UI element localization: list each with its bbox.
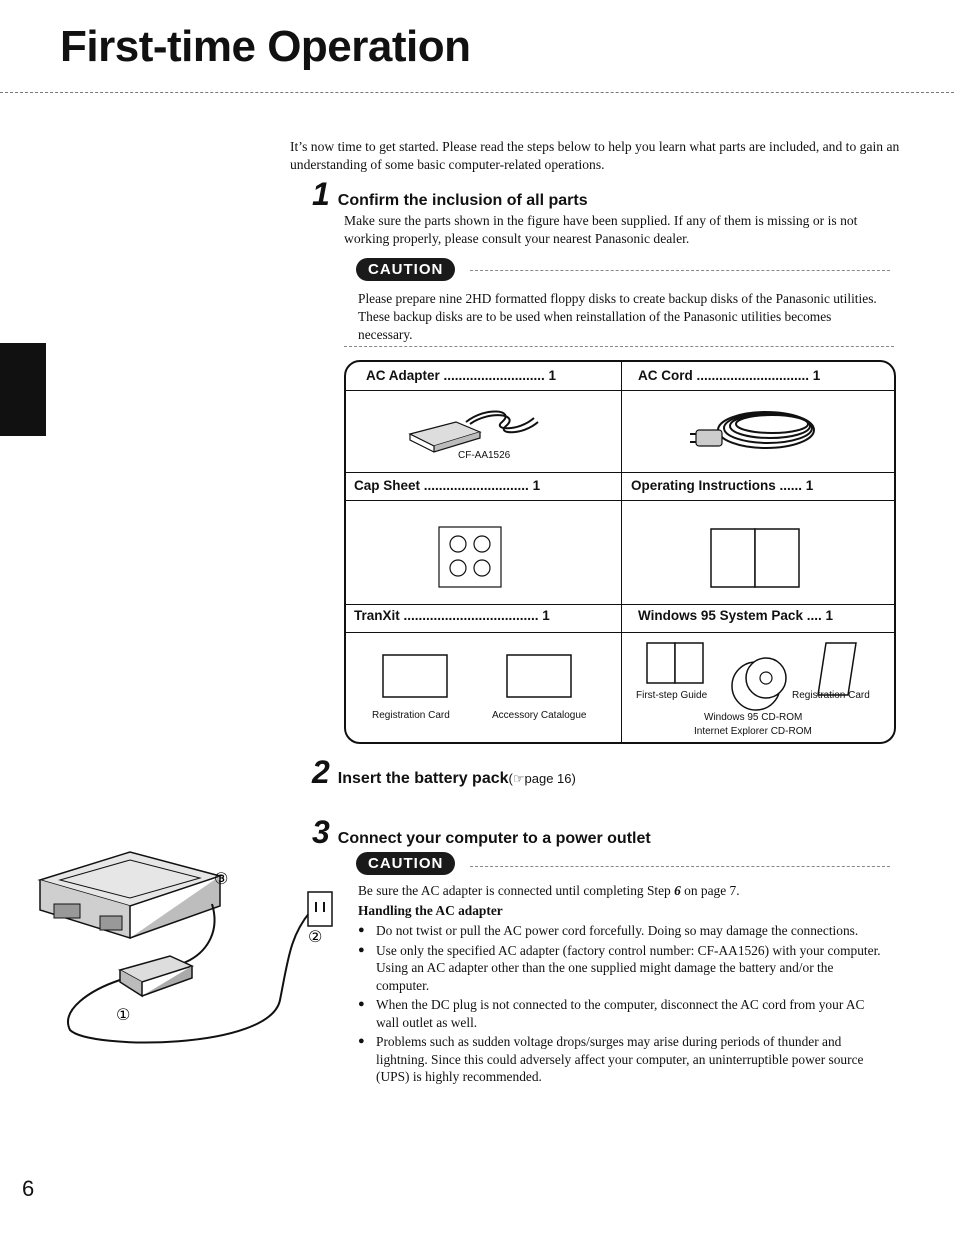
part-ac-cord: AC Cord .............................. 1	[638, 368, 821, 383]
caution-lead: Be sure the AC adapter is connected until completing Step 6 on page 7.	[358, 883, 740, 898]
ac-adapter-model: CF-AA1526	[458, 450, 511, 461]
part-windows95-pack: Windows 95 System Pack .... 1	[638, 608, 833, 623]
caution-rule-bottom	[344, 346, 894, 347]
step-3-heading	[312, 816, 651, 848]
chapter-tab	[0, 343, 46, 436]
step-number: 2	[312, 754, 330, 790]
part-ac-adapter: AC Adapter ........................... 1	[366, 368, 557, 383]
parts-divider	[346, 632, 894, 633]
page-ref: (☞page 16)	[508, 771, 576, 786]
intro-paragraph: It’s now time to get started. Please read the steps below to help you learn what parts are included, and to gain an understanding of some basic computer-related operations.	[290, 139, 900, 172]
callout-2: ②	[308, 927, 323, 946]
list-item: ● Do not twist or pull the AC power cord forcefully. Doing so may damage the connections.	[358, 922, 884, 940]
operating-instructions-illustration	[710, 528, 802, 588]
parts-divider	[346, 604, 894, 605]
title-rule	[0, 92, 954, 93]
caution-badge: CAUTION	[356, 852, 455, 875]
parts-divider	[346, 472, 894, 473]
first-step-guide-illustration	[646, 642, 706, 684]
part-tranxit: TranXit .................................... 1	[354, 608, 550, 623]
ac-cord-illustration	[686, 400, 826, 462]
list-item: ● Problems such as sudden voltage drops/surges may arise during periods of thunder and lightning. Since this could adversely affect your computer, an uninterruptible power source (UPS) is highly recommended.	[358, 1033, 884, 1086]
step-title: Confirm the inclusion of all parts	[337, 192, 588, 209]
list-item: ● Use only the specified AC adapter (factory control number: CF-AA1526) with your computer. Using an AC adapter other than the one supplied might damage the battery and/or the computer.	[358, 942, 884, 995]
callout-3: ③	[214, 869, 229, 888]
caution-subheading: Handling the AC adapter	[358, 903, 503, 918]
first-step-guide-label: First-step Guide	[636, 690, 708, 701]
cd-rom-illustration	[728, 652, 794, 714]
tranxit-accessory-catalogue: Accessory Catalogue	[492, 710, 587, 721]
part-operating-instructions: Operating Instructions ...... 1	[631, 478, 814, 493]
step-number: 3	[312, 814, 330, 850]
parts-table	[344, 360, 896, 744]
caution-rule-top	[470, 270, 890, 271]
caution-badge: CAUTION	[356, 258, 455, 281]
cap-sheet-illustration	[438, 526, 502, 588]
step-1-body: Make sure the parts shown in the figure have been supplied. If any of them is missing or is not working properly, please consult your nearest Panasonic dealer.	[344, 213, 858, 246]
step-title: Connect your computer to a power outlet	[337, 830, 651, 847]
list-item: ● When the DC plug is not connected to the computer, disconnect the AC cord from your AC wall outlet as well.	[358, 996, 884, 1031]
caution-rule-top	[470, 866, 890, 867]
page-number: 6	[22, 1176, 35, 1201]
callout-1: ①	[116, 1005, 131, 1024]
step-title: Insert the battery pack(☞page 16)	[337, 770, 576, 787]
part-cap-sheet: Cap Sheet ............................ 1	[354, 478, 541, 493]
parts-divider-vertical	[621, 362, 622, 742]
registration-card-illustration	[382, 654, 448, 698]
tranxit-registration-card: Registration Card	[372, 710, 450, 721]
page-title: First-time Operation	[60, 22, 471, 71]
parts-divider	[346, 500, 894, 501]
step-1-heading	[312, 178, 588, 210]
ie-cd-label: Internet Explorer CD-ROM	[694, 726, 812, 737]
power-connection-illustration	[20, 840, 340, 1060]
registration-card-2-illustration	[816, 642, 858, 696]
win95-cd-label: Windows 95 CD-ROM	[704, 712, 803, 723]
parts-divider	[346, 390, 894, 391]
step-number: 1	[312, 176, 330, 212]
step-2-heading	[312, 756, 576, 788]
win95-registration-card: Registration Card	[792, 690, 870, 701]
caution-text: Please prepare nine 2HD formatted floppy disks to create backup disks of the Panasonic utilities. These backup disks are to be used when reinstallation of the Panasonic utilities becomes necessary.	[358, 291, 877, 342]
accessory-catalogue-illustration	[506, 654, 572, 698]
caution-bullet-list	[358, 922, 884, 1088]
